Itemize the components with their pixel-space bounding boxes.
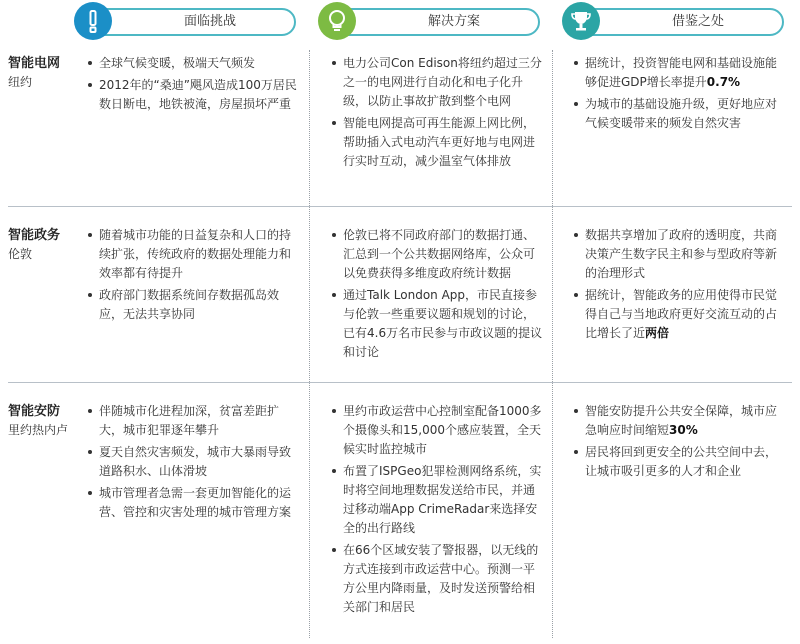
list-item: 城市管理者急需一套更加智能化的运营、管控和灾害处理的城市管理方案	[86, 484, 298, 522]
list-item: 在66个区域安装了警报器，以无线的方式连接到市政运营中心。预测一平方公里内降雨量，及时发送预警给相关部门和居民	[330, 541, 544, 617]
list-item: 通过Talk London App，市民直接参与伦敦一些重要议题和规划的讨论，已有4.6万名市民参与市政议题的提议和讨论	[330, 286, 544, 362]
trophy-icon	[562, 2, 600, 40]
row-label-smart-security	[8, 402, 68, 440]
list-item: 智能电网提高可再生能源上网比例，帮助插入式电动汽车更好地与电网进行实时互动，减少温室气体排放	[330, 114, 544, 171]
list-item: 伴随城市化进程加深，贫富差距扩大，城市犯罪逐年攀升	[86, 402, 298, 440]
list-item: 智能安防提升公共安全保障，城市应急响应时间缩短30%	[572, 402, 786, 440]
header-pill	[332, 8, 540, 36]
row-type: 智能电网	[8, 56, 61, 71]
row-type: 智能安防	[8, 404, 61, 419]
cell-challenges	[86, 402, 298, 525]
cell-solutions	[330, 54, 544, 174]
list-item: 伦敦已将不同政府部门的数据打通、汇总到一个公共数据网络库，公众可以免费获得多维度政府统计数据	[330, 226, 544, 283]
column-divider	[309, 50, 310, 638]
lightbulb-icon	[318, 2, 356, 40]
list-item: 全球气候变暖，极端天气频发	[86, 54, 298, 73]
list-item: 为城市的基础设施升级，更好地应对气候变暖带来的频发自然灾害	[572, 95, 786, 133]
list-item: 布置了ISPGeo犯罪检测网络系统，实时将空间地理数据发送给市民，并通过移动端App CrimeRadar来选择安全的出行路线	[330, 462, 544, 538]
list-item: 据统计，智能政务的应用使得市民觉得自己与当地政府更好交流互动的占比增长了近两倍	[572, 286, 786, 343]
header-pill	[88, 8, 296, 36]
row-type: 智能政务	[8, 228, 61, 243]
cell-challenges	[86, 54, 298, 117]
list-item: 里约市政运营中心控制室配备1000多个摄像头和15,000个感应装置，全天候实时监控城市	[330, 402, 544, 459]
row-city: 纽约	[8, 75, 33, 89]
list-item: 电力公司Con Edison将纽约超过三分之一的电网进行自动化和电子化升级，以防止事故扩散到整个电网	[330, 54, 544, 111]
cell-solutions	[330, 402, 544, 620]
header-label-challenges: 面临挑战	[183, 14, 236, 29]
header-label-lessons: 借鉴之处	[671, 14, 724, 29]
list-item: 居民将回到更安全的公共空间中去，让城市吸引更多的人才和企业	[572, 443, 786, 481]
row-city: 伦敦	[8, 247, 33, 261]
row-label-smart-grid	[8, 54, 60, 92]
list-item: 数据共享增加了政府的透明度，共商决策产生数字民主和参与型政府等新的治理形式	[572, 226, 786, 283]
list-item: 随着城市功能的日益复杂和人口的持续扩张，传统政府的数据处理能力和效率都有待提升	[86, 226, 298, 283]
list-item: 2012年的“桑迪”飓风造成100万居民数日断电，地铁被淹，房屋损坏严重	[86, 76, 298, 114]
row-city: 里约热内卢	[8, 423, 69, 437]
header-pill	[576, 8, 784, 36]
cell-lessons	[572, 54, 786, 136]
row-divider	[8, 382, 792, 383]
column-divider	[552, 50, 553, 638]
list-item: 据统计，投资智能电网和基础设施能够促进GDP增长率提升0.7%	[572, 54, 786, 92]
cell-lessons	[572, 402, 786, 484]
header-label-solutions: 解决方案	[427, 14, 480, 29]
row-label-smart-government	[8, 226, 60, 264]
exclamation-icon	[74, 2, 112, 40]
cell-challenges	[86, 226, 298, 327]
list-item: 夏天自然灾害频发，城市大暴雨导致道路积水、山体滑坡	[86, 443, 298, 481]
list-item: 政府部门数据系统间存数据孤岛效应，无法共享协同	[86, 286, 298, 324]
row-divider	[8, 206, 792, 207]
cell-solutions	[330, 226, 544, 365]
cell-lessons	[572, 226, 786, 346]
